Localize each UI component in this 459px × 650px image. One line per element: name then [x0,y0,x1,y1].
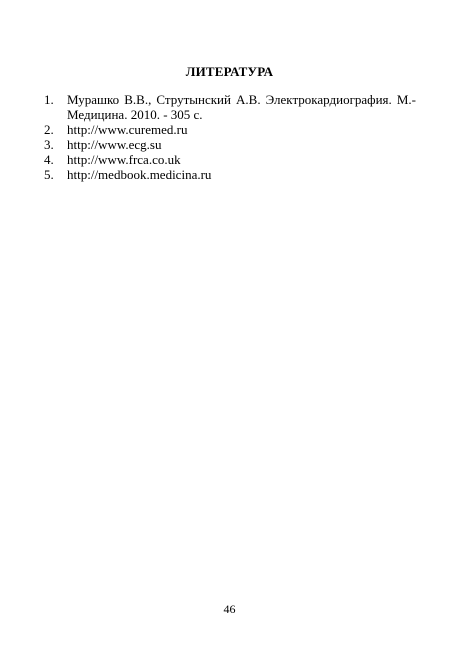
reference-link: http://www.ecg.su [67,137,162,152]
reference-link: http://www.curemed.ru [67,122,188,137]
reference-list [44,92,416,182]
reference-number: 3. [44,137,54,152]
reference-item [44,122,416,137]
reference-number: 5. [44,167,54,182]
reference-link: http://medbook.medicina.ru [67,167,212,182]
reference-item [44,167,416,182]
page-number: 46 [223,602,236,616]
section-heading: ЛИТЕРАТУРА [185,64,274,79]
reference-item [44,137,416,152]
reference-item [44,152,416,167]
reference-number: 2. [44,122,54,137]
reference-number: 4. [44,152,54,167]
reference-link: http://www.frca.co.uk [67,152,181,167]
reference-item [44,92,416,122]
reference-number: 1. [44,92,54,107]
reference-text: Мурашко В.В., Струтынский А.В. Электрокардиография. М.-Медицина. 2010. - 305 с. [67,92,416,122]
